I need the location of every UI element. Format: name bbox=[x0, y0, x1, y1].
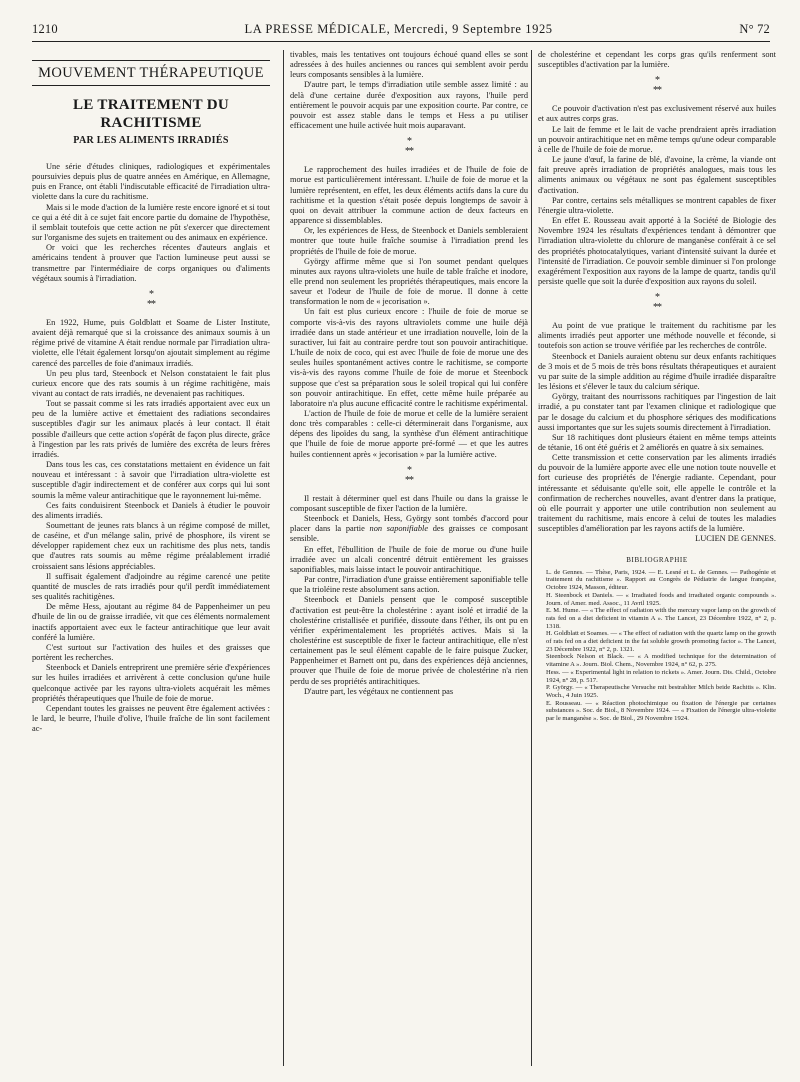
section-separator-stars: * ** bbox=[653, 292, 661, 314]
column-1 bbox=[32, 50, 270, 734]
paragraph: Steenbock et Daniels pensent que le composé susceptible d'activation est peut-être la cholestérine : ayant isolé et irradié de la cholestérine cristallisée et purifiée, dissoute dans l'éther, ils ont pu en vérifier expérimentalement les propriétés actives. Mais si la cholestérine est susceptible de fixer le facteur antirachitique, elle n'est certainement pas le seul élément capable de le faire puisque Zucker, Pappenheimer et Barnett ont pu, dans des expériences déjà anciennes, prouver que l'huile de foie de morue privée de cholestérine n'a rien perdu de ses propriétés antirachitiques. bbox=[290, 595, 528, 686]
paragraph: Un peu plus tard, Steenbock et Nelson constataient le fait plus curieux encore que des rats soumis à un régime rachitigène, mais vivant au contact de rats irradiés, ne devenaient pas rachitiques. bbox=[32, 368, 270, 398]
paragraph: Le jaune d'œuf, la farine de blé, d'avoine, la crème, la viande ont fait preuve après irradiation de propriétés analogues, mais tous les aliments animaux ou végétaux ne sont pas également susceptibles d'activation. bbox=[538, 155, 776, 195]
paragraph: C'est surtout sur l'activation des huiles et des graisses que portèrent les recherches. bbox=[32, 642, 270, 663]
paragraph: D'autre part, les végétaux ne contiennent pas bbox=[304, 686, 454, 696]
column-3 bbox=[538, 50, 776, 723]
bibliography-entry: E. M. Hume. — « The effect of radiation with the mercury vapor lamp on the growth of rats fed on a diet deficient in vitamin A ». The Lancet, 23 Décembre 1922, n° 2, p. 1318. bbox=[546, 607, 776, 630]
paragraph: Il suffisait également d'adjoindre au régime carencé une petite quantité de muscles de rats irradiés pour qu'il perdît immédiatement ses qualités rachitigènes. bbox=[32, 571, 270, 602]
paragraph: György affirme même que si l'on soumet pendant quelques minutes aux rayons ultra-violets une huile de table fraîche et inodore, elle prend non seulement les propriétés thérapeutiques, mais encore la saveur et l'odeur de l'huile de foie de morue. Il donne à cette transformation le nom de « jecorisation ». bbox=[290, 256, 528, 307]
section-rubric: MOUVEMENT THÉRAPEUTIQUE bbox=[32, 60, 270, 86]
paragraph: En effet E. Rousseau avait apporté à la Société de Biologie des Novembre 1924 les résultats d'expériences tendant à démontrer que l'irradiation ultra-violette du chlorure de manganèse conférait à ce sel des propriétés photocatalytiques, variant d'intensité suivant la durée et l'intensité de l'irradiation. Ce pouvoir semble diminuer si l'on prolonge exagérément l'exposition aux rayons de la lampe de quartz, tandis qu'il persiste quelle que soit la durée d'exposition aux rayons du soleil. bbox=[538, 216, 776, 286]
paragraph: Or voici que les recherches récentes d'auteurs anglais et américains tendent à prouver que l'action lumineuse peut aussi se transmettre par l'intermédiaire de corps organiques ou d'aliments végétaux soumis à l'irradiation. bbox=[32, 243, 270, 283]
paragraph: Cependant toutes les graisses ne peuvent être également activées : le lard, le beurre, l'huile d'olive, l'huile fraîche de lin sont facilement ac- bbox=[32, 703, 270, 734]
bibliography-entry: H. Steenbock et Daniels. — « Irradiated foods and irradiated organic compounds ». Journ. of Amer. med. Assoc., 11 Avril 1925. bbox=[546, 591, 776, 607]
section-separator-stars: * ** bbox=[405, 136, 413, 158]
paragraph: Le lait de femme et le lait de vache prendraient après irradiation un pouvoir antirachitique net en même temps qu'une odeur comparable à celle de l'huile de foie de morue. bbox=[538, 124, 776, 154]
journal-title-date: LA PRESSE MÉDICALE, Mercredi, 9 Septembre 1925 bbox=[244, 22, 553, 36]
paragraph: En 1922, Hume, puis Goldblatt et Soame de Lister Institute, avaient déjà remarqué que si la croissance des animaux soumis à un régime privé de vitamine A était rendue normale par l'irradiation ultra-violette, elle l'était également lorsqu'on ajoutait simplement au régime carencé des parcelles de foie d'animaux irradiés. bbox=[32, 317, 270, 368]
paragraph: Il restait à déterminer quel est dans l'huile ou dans la graisse le composant susceptible de fixer l'action de la lumière. bbox=[290, 493, 528, 513]
article-title: LE TRAITEMENT DU RACHITISME bbox=[73, 97, 229, 131]
column-divider bbox=[531, 50, 532, 1066]
page-header bbox=[32, 22, 770, 40]
paragraph: Le rapprochement des huiles irradiées et de l'huile de foie de morue est particulièrement intéressant. L'huile de foie de morue et la lumière représentent, en effet, les deux éléments actifs dans la cure du rachitisme et la question s'était posée depuis longtemps de savoir à quoi on devait attribuer la commune action de deux facteurs en apparence si dissemblables. bbox=[290, 165, 528, 226]
header-rule bbox=[32, 41, 770, 42]
article-subtitle: PAR LES ALIMENTS IRRADIÉS bbox=[73, 135, 229, 146]
paragraph: En effet, l'ébullition de l'huile de foie de morue ou d'une huile irradiée avec un alcali concentré détruit entièrement les graisses saponifiables, mais laisse intact le pouvoir antirachitique. bbox=[290, 544, 528, 574]
paragraph bbox=[290, 514, 528, 544]
article-author: LUCIEN DE GENNES. bbox=[695, 534, 776, 544]
paragraph: Une série d'études cliniques, radiologiques et expérimentales poursuivies depuis plus de quatre années en Amérique, en Allemagne, puis en France, ont établi l'indiscutable efficacité de l'irradiation ultra-violette dans la cure du rachitisme. bbox=[32, 162, 270, 202]
bibliography-entry: Steenbock Nelson et Black. — « A modified technique for the determination of vitamine A ». Journ. Biol. Chem., Novembre 1924, n° 62, p. 275. bbox=[546, 653, 776, 669]
bibliography-entry: L. de Gennes. — Thèse, Paris, 1924. — E. Lesné et L. de Gennes. — Pathogénie et traitement du rachitisme ». Rapport au Congrès de Pédiatrie de langue française, Octobre 1924, Masson, éditeur. bbox=[546, 568, 776, 592]
bibliography-entry: E. Rousseau. — « Réaction photochimique ou fixation de l'énergie par certaines substances ». Soc. de Biol., 8 Novembre 1924. — « Fixation de l'énergie ultra-violette par le manganèse ». Soc. de Biol., 29 Novembre 1924. bbox=[546, 699, 776, 723]
section-separator-stars: * ** bbox=[147, 288, 155, 310]
bibliography bbox=[538, 569, 776, 723]
bibliography-entry: P. György. — « Therapeutische Versuche mit bestrahlter Milch beide Rachitis ». Klin. Woch., 4 Juin 1925. bbox=[546, 684, 776, 699]
page-number: 1210 bbox=[32, 22, 58, 36]
text-run: Steenbock et Daniels, Hess, György sont tombés d'accord pour placer dans la partie bbox=[290, 514, 528, 534]
paragraph: György, traitant des nourrissons rachitiques par l'ingestion de lait irradié, a pu constater tant par l'examen clinique et radiologique que par le dosage du calcium et du phosphore sériques des modifications aussi importantes que sur les sujets soumis directement à l'irradiation. bbox=[538, 392, 776, 432]
paragraph: Sur 18 rachitiques dont plusieurs étaient en même temps atteints de tétanie, 16 ont été guéris et 2 améliorés en quatre à six semaines. bbox=[538, 432, 776, 452]
paragraph: Par contre, certains sels métalliques se montrent capables de fixer l'énergie ultra-violette. bbox=[538, 195, 776, 215]
paragraph: tivables, mais les tentatives ont toujours échoué quand elles se sont adressées à des huiles anciennes ou rances qui semblent avoir perdu leurs composants sensibles à la lumière. bbox=[290, 50, 528, 80]
paragraph: De même Hess, ajoutant au régime 84 de Pappenheimer un peu d'huile de lin ou de graisse irradiée, vit que ces éléments normalement inactifs apportaient avec eux le facteur antirachitique que leur avait conféré la lumière. bbox=[32, 602, 270, 642]
paragraph: Ces faits conduisirent Steenbock et Daniels à étudier le pouvoir des aliments irradiés. bbox=[32, 500, 270, 520]
paragraph: Or, les expériences de Hess, de Steenbock et Daniels sembleraient montrer que toute huile fraîche soumise à l'irradiation prend les propriétés de l'huile de foie de morue. bbox=[290, 226, 528, 256]
paragraph: Dans tous les cas, ces constatations mettaient en évidence un fait nouveau et intéressant : à savoir que l'irradiation ultra-violette est susceptible d'agir indirectement et de conférer aux corps qui lui sont soumis la même valeur antirachitique que le rayonnement lui-même. bbox=[32, 460, 270, 500]
paragraph: Tout se passait comme si les rats irradiés apportaient avec eux un peu de la lumière active et émettaient des radiations secondaires susceptibles d'agir sur les animaux placés à leur contact. Il était possible d'ailleurs que cette action s'opérât de façon plus directe, grâce à l'ingestion par les rats privés de lumière des excréta de leurs frères irradiés. bbox=[32, 399, 270, 459]
paragraph: Au point de vue pratique le traitement du rachitisme par les aliments irradiés peut apporter une méthode nouvelle et féconde, si toutefois son action se trouve vérifiée par les recherches de contrôle. bbox=[538, 321, 776, 351]
issue-number: N° 72 bbox=[739, 22, 770, 36]
section-separator-stars: * ** bbox=[405, 464, 413, 486]
paragraph: L'action de l'huile de foie de morue et celle de la lumière seraient donc très comparables : celle-ci déterminerait dans l'organisme, aux dépens des lipoïdes du sang, la synthèse d'un élément antirachitique que l'huile de foie de morue apporte pré-formé — et que les autres huiles contiennent après « jecorisation » par la lumière active. bbox=[290, 409, 528, 459]
paragraph: Soumettant de jeunes rats blancs à un régime composé de millet, de caséine, et d'un mélange salin, privé de phosphore, ils virent se développer rapidement chez eux un rachitisme des plus nets, tandis que d'autres rats soumis au même régime préalablement irradié croissaient sans lésions appréciables. bbox=[32, 521, 270, 571]
paragraph: Ce pouvoir d'activation n'est pas exclusivement réservé aux huiles et aux autres corps gras. bbox=[538, 104, 776, 124]
bibliography-entry: Hess. — « Experimental light in relation to rickets ». Amer. Journ. Dis. Child., Octobre 1924, n° 28, p. 517. bbox=[546, 668, 776, 684]
paragraph: Un fait est plus curieux encore : l'huile de foie de morue se comporte vis-à-vis des rayons ultraviolets comme une huile déjà irradiée dans un stade antérieur et une irradiation nouvelle, loin de la suractiver, lui fait au contraire perdre tout son pouvoir antirachitique. L'huile de noix de coco, qui est avec l'huile de foie de morue une des seules huiles spontanément actives contre le rachitisme, se comporte vis-à-vis des rayons comme l'huile de foie de morue et Steenbock suppose que c'est sa préparation sous le soleil tropical qui lui confère son pouvoir antirachitique. En effet, cette même huile préparée au laboratoire n'a plus aucune efficacité contre le rachitisme expérimental. bbox=[290, 307, 528, 408]
paragraph: Steenbock et Daniels auraient obtenu sur deux enfants rachitiques de 3 mois et de 5 mois de très bons résultats thérapeutiques et auraient vu par suite de la simple addition au régime d'huile irradiée disparaître les lésions et s'élever le taux du calcium sérique. bbox=[538, 351, 776, 392]
paragraph: Par contre, l'irradiation d'une graisse entièrement saponifiable telle que la trioléine reste absolument sans action. bbox=[290, 575, 528, 595]
paragraph: Mais si le mode d'action de la lumière reste encore ignoré et si tout ce qui a été dit à ce sujet fait encore partie du domaine de l'hypothèse, il semblait toutefois que cette action ne pût s'exercer que directement sur l'organisme des sujets en traitement ou des animaux en expérience. bbox=[32, 202, 270, 243]
column-divider bbox=[283, 50, 284, 1066]
text-run: des graisses ce composant sensible. bbox=[290, 524, 528, 544]
paragraph: D'autre part, le temps d'irradiation utile semble assez limité : au delà d'une certaine durée d'exposition aux rayons, l'huile perd entièrement le pouvoir acquis par une exposition courte. Par contre, ce pouvoir est assez stable dans le temps et Hess a pu utiliser efficacement une huile activée huit mois auparavant. bbox=[290, 80, 528, 131]
paragraph: Steenbock et Daniels entreprirent une première série d'expériences sur les huiles irradiées et arrivèrent à cette conclusion qu'une huile quelconque activée par les rayons ultra-violets acquérait les mêmes propriétés thérapeutiques que l'huile de foie de morue. bbox=[32, 663, 270, 703]
paragraph: Cette transmission et cette conservation par les aliments irradiés du pouvoir de la lumière apporte avec elle une notion toute nouvelle et fort curieuse des propriétés de l'énergie radiante. Cependant, pour intéressante et séduisante qu'elle soit, elle appelle le contrôle et la confirmation de recherches nouvelles, avant d'entrer dans la pratique, où elle pourrait y apporter une utile contribution non seulement au traitement du rachitisme, mais encore à celui de toutes les maladies susceptibles d'amélioration par les rayons actifs de la lumière. bbox=[538, 453, 776, 534]
section-separator-stars: * ** bbox=[653, 75, 661, 97]
column-2 bbox=[290, 50, 528, 697]
emphasis-text: non saponifiable bbox=[369, 524, 429, 534]
bibliography-heading: BIBLIOGRAPHIE bbox=[626, 555, 688, 564]
paragraph: de cholestérine et cependant les corps gras qu'ils renferment sont susceptibles d'activation par la lumière. bbox=[538, 50, 776, 70]
bibliography-entry: H. Goldblatt et Soames. — « The effect of radiation with the quartz lamp on the growth of rats fed on a diet deficient in the fat soluble growth promoting factor ». The Lancet, 23 Décembre 1922, n° 2, p. 1321. bbox=[546, 630, 776, 653]
